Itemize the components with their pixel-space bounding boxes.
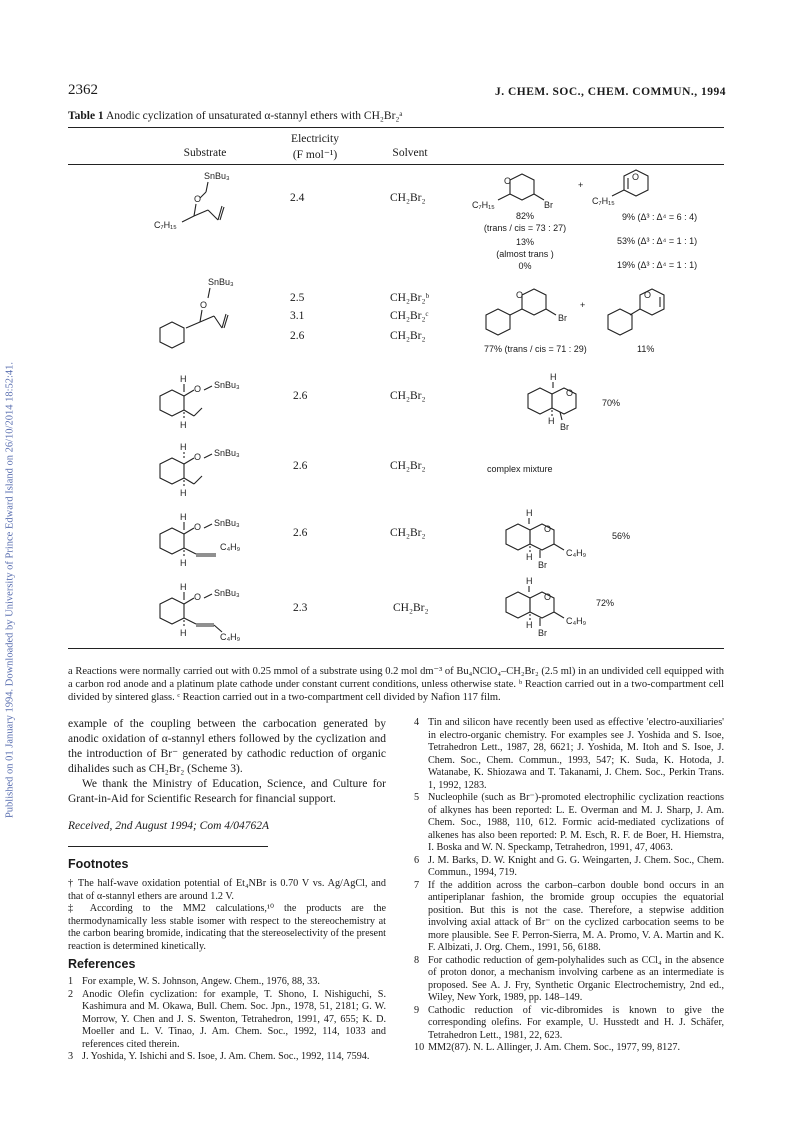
body-paragraph-1: example of the coupling between the carbocation generated by anodic oxidation of α-stannyl ethers followed by the cyclization and the introduction of Br⁻ generated by cathodic reduction of organic dihalides such as CH₂Br₂ (Scheme 3).	[68, 718, 386, 775]
snbu3-label: SnBu₃	[214, 588, 240, 598]
h-label: H	[526, 552, 533, 562]
table-header-rule	[68, 164, 724, 165]
ref-number: 10	[414, 1042, 425, 1053]
c4h9-label: C₄H₉	[566, 616, 587, 626]
row1-prod1-ratio: (trans / cis = 73 : 27)	[483, 223, 567, 233]
row1-prod2-yield3: 19% (Δ³ : Δ⁴ = 1 : 1)	[617, 260, 698, 270]
c4h9-label: C₄H₉	[220, 542, 241, 552]
journal-running-head: J. CHEM. SOC., CHEM. COMMUN., 1994	[494, 86, 726, 98]
ref-number: 5	[414, 792, 420, 803]
br-label: Br	[538, 560, 547, 570]
reference-4	[414, 717, 724, 792]
body-paragraph-2: We thank the Ministry of Education, Science, and Culture for Grant-in-Aid for Scientific Research for financial support.	[68, 778, 386, 805]
oxygen-label: O	[200, 300, 208, 310]
ref-number: 7	[414, 879, 420, 891]
ref-number: 4	[414, 717, 420, 728]
h-label: H	[180, 582, 187, 592]
footnote-dagger: † The half-wave oxidation potential of Et₄NBr is 0.70 V vs. Ag/AgCl, and that of α-stannyl ethers are around 1.2 V.	[68, 878, 386, 902]
h-label: H	[180, 442, 187, 452]
h-label: H	[180, 558, 187, 568]
ref-number: 6	[414, 854, 420, 866]
oxygen-label: O	[566, 388, 574, 398]
oxygen-label: O	[644, 290, 652, 300]
snbu3-label: SnBu₃	[214, 518, 240, 528]
row6-product-structure	[498, 574, 598, 640]
ref-text: For example, W. S. Johnson, Angew. Chem., 1976, 88, 33.	[82, 976, 320, 987]
references-heading: References	[68, 957, 136, 971]
c4h9-label: C₄H₉	[220, 632, 241, 642]
h-label: H	[526, 576, 533, 586]
row6-electricity: 2.3	[293, 602, 308, 614]
ref-text: For cathodic reduction of gem-polyhalides such as CCl₄ in the absence of proton donor, a mechanism involving carbene as an intermediate is proposed. See A. J. Fry, Synthetic Organic Electrochemistry, 2nd ed., Wiley, New York, 1989, pp. 148–149.	[428, 954, 724, 1003]
col-substrate-header: Substrate	[183, 147, 227, 159]
reference-5	[414, 792, 724, 855]
h-label: H	[180, 628, 187, 638]
table-caption-text: Anodic cyclization of unsaturated α-stannyl ethers with CH₂Br₂ᵃ	[105, 110, 403, 122]
ref-number: 1	[68, 976, 74, 987]
oxygen-label: O	[504, 176, 512, 186]
reference-6	[414, 855, 724, 880]
ref-text: J. M. Barks, D. W. Knight and G. G. Weingarten, J. Chem. Soc., Chem. Commun., 1994, 719.	[428, 854, 724, 878]
row4-electricity: 2.6	[293, 460, 308, 472]
download-watermark	[2, 120, 18, 1060]
h-label: H	[180, 420, 187, 430]
row5-product-structure	[498, 506, 598, 572]
substrate-6-structure	[150, 578, 270, 642]
row3-result: 70%	[602, 398, 621, 408]
ref-text: Anodic Olefin cyclization: for example, T. Shono, I. Nishiguchi, S. Kashimura and M. Okawa, Bull. Chem. Soc. Jpn., 1978, 51, 2181; G. W. Morrow, Y. Chen and J. S. Swenton, Tetrahedron, 1991, 47, 655; K. D. Moeller and L. V. Tinao, J. Am. Chem. Soc., 1992, 114, 1033 and references cited therein.	[82, 988, 386, 1050]
row6-result: 72%	[596, 598, 615, 608]
h-label: H	[180, 512, 187, 522]
row1-prod2-yield1: 9% (Δ³ : Δ⁴ = 6 : 4)	[622, 212, 698, 222]
br-label: Br	[560, 422, 569, 432]
oxygen-label: O	[194, 194, 202, 204]
row2-prod2-label: 11%	[637, 344, 655, 354]
row2-solvent-b: CH₂Br₂ᶜ	[390, 310, 429, 322]
footnotes-heading: Footnotes	[68, 857, 129, 871]
oxygen-label: O	[194, 384, 202, 394]
ref-text: MM2(87). N. L. Allinger, J. Am. Chem. Soc., 1977, 99, 8127.	[428, 1042, 681, 1053]
ref-text: Tin and silicon have recently been used as effective 'electro-auxiliaries' in electro-organic chemistry. For examples see J. Yoshida and S. Isoe, Tetrahedron Lett., 1987, 28, 6621; J. Yoshida, M. Itoh and S. Isoe, J. Chem. Soc., Chem. Commun., 1993, 547; K. Suda, K. Hotoda, J. Watanabe, K. Shiozawa and T. Takanami, J. Chem. Soc., Perkin Trans. 1, 1992, 1283.	[428, 717, 724, 791]
substrate-2-structure	[150, 276, 260, 356]
substrate-5-structure	[150, 508, 270, 568]
table-footnote: a Reactions were normally carried out with 0.25 mmol of a substrate using 0.2 mol dm⁻³ of Bu₄NClO₄–CH₂Br₂ (2.5 ml) in an undivided cell equipped with a carbon rod anode and a platinum plate cathode under constant current conditions, unless otherwise state. ᵇ Reaction carried out in a two-compartment cell divided by sintered glass. ᶜ Reaction carried out in a two-compartment cell divided by Nafion 117 film.	[68, 666, 724, 703]
h-label: H	[180, 488, 187, 498]
row2-solvent-c: CH₂Br₂	[390, 330, 426, 342]
substrate-3-structure	[150, 370, 260, 430]
reference-9	[414, 1005, 724, 1043]
c7h15-label: C₇H₁₅	[472, 200, 495, 210]
row1-prod1-yield2: 13%	[515, 237, 534, 247]
ref-number: 2	[68, 988, 74, 1000]
oxygen-label: O	[544, 524, 552, 534]
br-label: Br	[544, 200, 553, 210]
received-line: Received, 2nd August 1994; Com 4/04762A	[68, 820, 270, 832]
substrate-1-structure	[150, 170, 240, 240]
row1-product2-structure	[590, 168, 670, 218]
c7h15-label: C₇H₁₅	[154, 220, 177, 230]
ref-number: 9	[414, 1004, 420, 1016]
table-label: Table 1	[68, 110, 104, 122]
oxygen-label: O	[194, 452, 202, 462]
substrate-4-structure	[150, 438, 260, 498]
ref-text: Nucleophile (such as Br⁻)-promoted electrophilic cyclization reactions of alkynes has been reported: L. E. Overman and M. J. Sharp, J. Am. Chem. Soc., 1988, 110, 612. Formic acid-mediated cyclizations of alkenes has also been reported: P. M. Esch, R. F. de Boer, H. Hiemstra, I. Boska and W. N. Speckamp, Tetrahedron, 1991, 47, 4063.	[428, 792, 724, 853]
row2-electricity-c: 2.6	[290, 330, 305, 342]
snbu3-label: SnBu₃	[208, 277, 234, 287]
left-column	[68, 717, 386, 1064]
col-solvent-header: Solvent	[392, 147, 428, 159]
row4-result: complex mixture	[487, 464, 553, 474]
ref-number: 8	[414, 954, 420, 966]
row2-product2-structure	[600, 285, 680, 345]
reference-10	[414, 1042, 724, 1055]
snbu3-label: SnBu₃	[214, 448, 240, 458]
reference-3	[68, 1051, 386, 1064]
h-label: H	[180, 374, 187, 384]
row1-prod1-note2: (almost trans )	[496, 249, 554, 259]
row4-solvent: CH₂Br₂	[390, 460, 426, 472]
ref-text: Cathodic reduction of vic-dibromides is known to give the corresponding olefins. For example, U. Husstedt and H. J. Schäfer, Tetrahedron Lett., 1981, 22, 623.	[428, 1004, 724, 1041]
c4h9-label: C₄H₉	[566, 548, 587, 558]
row1-prod1-yield3: 0%	[518, 261, 532, 271]
table-bottom-rule	[68, 648, 724, 649]
oxygen-label: O	[632, 172, 640, 182]
row2-electricity-a: 2.5	[290, 292, 305, 304]
oxygen-label: O	[194, 522, 202, 532]
row2-solvent-a: CH₂Br₂ᵇ	[390, 292, 430, 304]
ref-text: J. Yoshida, Y. Ishichi and S. Isoe, J. Am. Chem. Soc., 1992, 114, 7594.	[82, 1051, 370, 1062]
col-electricity-unit: (F mol⁻¹)	[292, 149, 338, 161]
oxygen-label: O	[544, 592, 552, 602]
row1-prod2-yield2: 53% (Δ³ : Δ⁴ = 1 : 1)	[617, 236, 698, 246]
h-label: H	[526, 620, 533, 630]
watermark-text: Published on 01 January 1994. Downloaded by University of Prince Edward Island on 26/10/2014 18:52:41.	[4, 361, 16, 819]
row1-prod1-yield: 82%	[515, 211, 534, 221]
row2-product1-structure	[478, 285, 588, 345]
row5-solvent: CH₂Br₂	[390, 527, 426, 539]
row1-electricity: 2.4	[290, 192, 305, 204]
h-label: H	[526, 508, 533, 518]
oxygen-label: O	[516, 290, 524, 300]
c7h15-label: C₇H₁₅	[592, 196, 615, 206]
footnote-double-dagger: ‡ According to the MM2 calculations,¹⁰ the products are the thermodynamically less stable isomer with respect to the stereochemistry at the carbon bearing bromide, indicating that the stereoselectivity of the present reaction is determined kinetically.	[68, 903, 386, 952]
row6-solvent: CH₂Br₂	[393, 602, 429, 614]
snbu3-label: SnBu₃	[214, 380, 240, 390]
ref-number: 3	[68, 1051, 74, 1062]
br-label: Br	[538, 628, 547, 638]
row5-electricity: 2.6	[293, 527, 308, 539]
row3-product-structure	[520, 370, 600, 430]
oxygen-label: O	[194, 592, 202, 602]
row3-solvent: CH₂Br₂	[390, 390, 426, 402]
plus-sign: +	[580, 300, 586, 310]
reference-7	[414, 880, 724, 955]
reference-2	[68, 989, 386, 1052]
row3-electricity: 2.6	[293, 390, 308, 402]
snbu3-label: SnBu₃	[204, 171, 230, 181]
br-label: Br	[558, 313, 567, 323]
row1-solvent: CH₂Br₂	[390, 192, 426, 204]
row2-electricity-b: 3.1	[290, 310, 305, 322]
ref-text: If the addition across the carbon–carbon double bond occurs in an antiperiplanar fashion, the bromide group occupies the equatorial position. But this is not the case. Therefore, a stepwise addition involving axial attack of Br⁻ on the cyclized carbocation seems to be more plausible. See F. Perron-Sierra, M. A. Promo, V. A. Martin and K. F. Albizati, J. Org. Chem., 1991, 56, 6188.	[428, 879, 724, 953]
plus-sign: +	[578, 180, 584, 190]
row2-prod1-label: 77% (trans / cis = 71 : 29)	[484, 344, 587, 354]
h-label: H	[550, 372, 557, 382]
reference-8	[414, 955, 724, 1005]
row5-result: 56%	[612, 531, 631, 541]
col-electricity-header: Electricity	[291, 133, 339, 145]
divider	[68, 846, 268, 847]
reference-1	[68, 976, 386, 989]
h-label: H	[548, 416, 555, 426]
table-top-rule	[68, 127, 724, 128]
table-caption	[68, 110, 403, 122]
page-number: 2362	[68, 82, 98, 98]
right-column	[414, 717, 724, 1055]
